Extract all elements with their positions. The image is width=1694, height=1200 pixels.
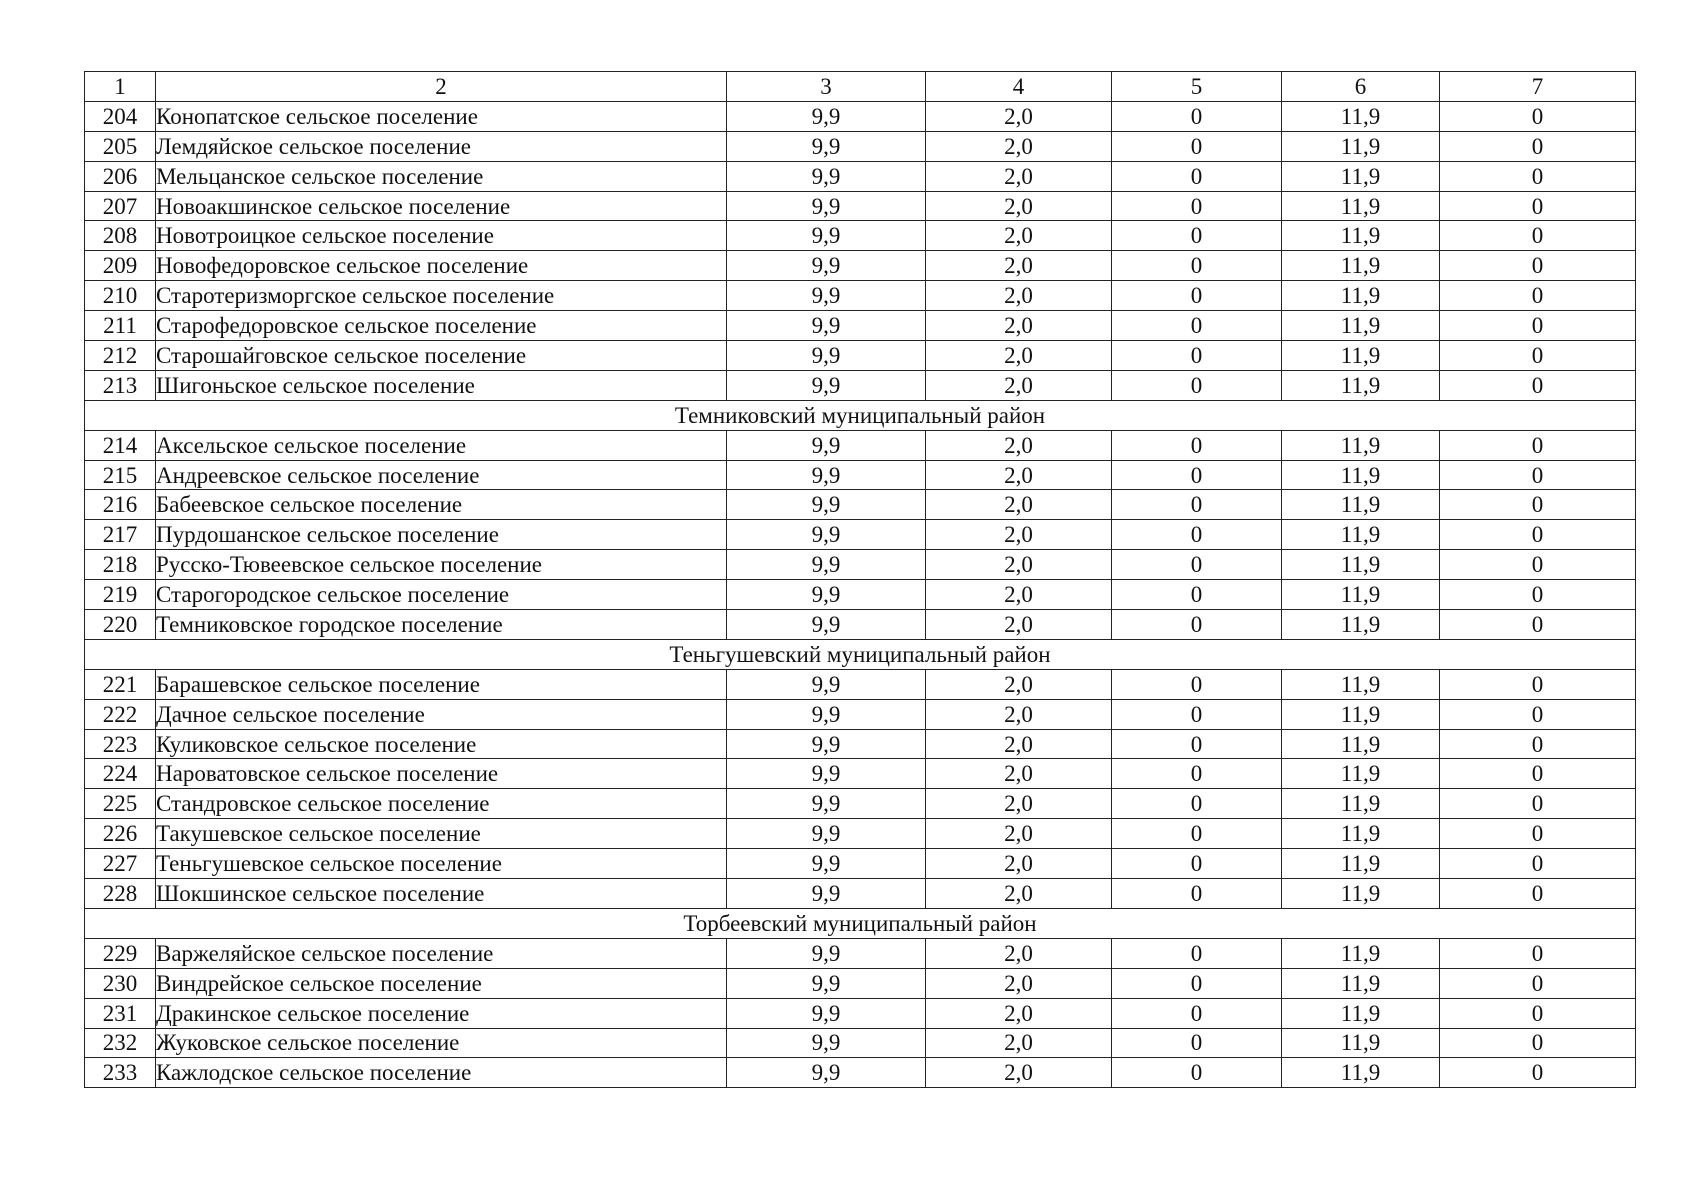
- col-7-value: 0: [1440, 819, 1636, 849]
- col-5-value: 0: [1112, 759, 1282, 789]
- table-row: [85, 490, 1636, 520]
- col-5-value: 0: [1112, 131, 1282, 161]
- row-number: 208: [85, 221, 156, 251]
- table-row: [85, 131, 1636, 161]
- col-4-value: 2,0: [926, 998, 1112, 1028]
- table-row: [85, 789, 1636, 819]
- col-7-value: 0: [1440, 191, 1636, 221]
- settlement-name: Конопатское сельское поселение: [156, 101, 727, 131]
- settlement-name: Виндрейское сельское поселение: [156, 968, 727, 998]
- row-number: 224: [85, 759, 156, 789]
- col-7-value: 0: [1440, 341, 1636, 371]
- row-number: 214: [85, 430, 156, 460]
- table-row: [85, 311, 1636, 341]
- col-7-value: 0: [1440, 968, 1636, 998]
- col-6-value: 11,9: [1282, 819, 1440, 849]
- district-section-row: [85, 908, 1636, 938]
- col-3-value: 9,9: [727, 998, 926, 1028]
- district-title: Торбеевский муниципальный район: [85, 908, 1636, 938]
- col-3-value: 9,9: [727, 430, 926, 460]
- settlement-name: Бабеевское сельское поселение: [156, 490, 727, 520]
- col-5-value: 0: [1112, 699, 1282, 729]
- col-4-value: 2,0: [926, 101, 1112, 131]
- table-body: [85, 72, 1636, 1088]
- col-5-value: 0: [1112, 550, 1282, 580]
- column-header: 4: [926, 72, 1112, 102]
- col-3-value: 9,9: [727, 520, 926, 550]
- col-7-value: 0: [1440, 370, 1636, 400]
- row-number: 227: [85, 849, 156, 879]
- col-4-value: 2,0: [926, 281, 1112, 311]
- col-7-value: 0: [1440, 789, 1636, 819]
- col-5-value: 0: [1112, 311, 1282, 341]
- col-6-value: 11,9: [1282, 131, 1440, 161]
- col-6-value: 11,9: [1282, 699, 1440, 729]
- col-7-value: 0: [1440, 281, 1636, 311]
- row-number: 229: [85, 938, 156, 968]
- settlement-name: Темниковское городское поселение: [156, 610, 727, 640]
- col-5-value: 0: [1112, 968, 1282, 998]
- col-6-value: 11,9: [1282, 998, 1440, 1028]
- col-6-value: 11,9: [1282, 938, 1440, 968]
- table-row: [85, 699, 1636, 729]
- col-3-value: 9,9: [727, 1058, 926, 1088]
- col-3-value: 9,9: [727, 759, 926, 789]
- settlement-name: Новофедоровское сельское поселение: [156, 251, 727, 281]
- col-7-value: 0: [1440, 1058, 1636, 1088]
- col-3-value: 9,9: [727, 221, 926, 251]
- col-3-value: 9,9: [727, 789, 926, 819]
- table-row: [85, 161, 1636, 191]
- row-number: 219: [85, 580, 156, 610]
- settlement-name: Мельцанское сельское поселение: [156, 161, 727, 191]
- col-4-value: 2,0: [926, 520, 1112, 550]
- col-6-value: 11,9: [1282, 191, 1440, 221]
- col-3-value: 9,9: [727, 311, 926, 341]
- col-3-value: 9,9: [727, 968, 926, 998]
- row-number: 213: [85, 370, 156, 400]
- col-7-value: 0: [1440, 580, 1636, 610]
- table-row: [85, 101, 1636, 131]
- row-number: 230: [85, 968, 156, 998]
- col-4-value: 2,0: [926, 341, 1112, 371]
- col-3-value: 9,9: [727, 101, 926, 131]
- col-5-value: 0: [1112, 341, 1282, 371]
- col-4-value: 2,0: [926, 1058, 1112, 1088]
- settlement-name: Новоакшинское сельское поселение: [156, 191, 727, 221]
- settlement-name: Дракинское сельское поселение: [156, 998, 727, 1028]
- col-4-value: 2,0: [926, 430, 1112, 460]
- row-number: 210: [85, 281, 156, 311]
- row-number: 228: [85, 879, 156, 909]
- col-3-value: 9,9: [727, 938, 926, 968]
- col-3-value: 9,9: [727, 550, 926, 580]
- col-7-value: 0: [1440, 161, 1636, 191]
- column-header: 6: [1282, 72, 1440, 102]
- col-6-value: 11,9: [1282, 1028, 1440, 1058]
- col-6-value: 11,9: [1282, 430, 1440, 460]
- col-7-value: 0: [1440, 879, 1636, 909]
- table-row: [85, 879, 1636, 909]
- col-5-value: 0: [1112, 161, 1282, 191]
- row-number: 204: [85, 101, 156, 131]
- col-5-value: 0: [1112, 251, 1282, 281]
- col-6-value: 11,9: [1282, 610, 1440, 640]
- table-row: [85, 1028, 1636, 1058]
- col-6-value: 11,9: [1282, 879, 1440, 909]
- col-6-value: 11,9: [1282, 729, 1440, 759]
- col-5-value: 0: [1112, 580, 1282, 610]
- row-number: 205: [85, 131, 156, 161]
- col-3-value: 9,9: [727, 819, 926, 849]
- col-6-value: 11,9: [1282, 281, 1440, 311]
- settlement-name: Стандровское сельское поселение: [156, 789, 727, 819]
- col-4-value: 2,0: [926, 938, 1112, 968]
- col-5-value: 0: [1112, 430, 1282, 460]
- column-header: 2: [156, 72, 727, 102]
- col-6-value: 11,9: [1282, 101, 1440, 131]
- row-number: 215: [85, 460, 156, 490]
- settlement-name: Жуковское сельское поселение: [156, 1028, 727, 1058]
- col-3-value: 9,9: [727, 849, 926, 879]
- col-3-value: 9,9: [727, 341, 926, 371]
- col-4-value: 2,0: [926, 221, 1112, 251]
- col-4-value: 2,0: [926, 251, 1112, 281]
- col-3-value: 9,9: [727, 131, 926, 161]
- col-3-value: 9,9: [727, 191, 926, 221]
- table-row: [85, 849, 1636, 879]
- col-7-value: 0: [1440, 520, 1636, 550]
- row-number: 206: [85, 161, 156, 191]
- table-row: [85, 1058, 1636, 1088]
- table-row: [85, 580, 1636, 610]
- column-header: 3: [727, 72, 926, 102]
- col-7-value: 0: [1440, 251, 1636, 281]
- col-6-value: 11,9: [1282, 341, 1440, 371]
- col-3-value: 9,9: [727, 729, 926, 759]
- col-6-value: 11,9: [1282, 968, 1440, 998]
- table-row: [85, 370, 1636, 400]
- settlement-name: Дачное сельское поселение: [156, 699, 727, 729]
- col-3-value: 9,9: [727, 490, 926, 520]
- district-title: Темниковский муниципальный район: [85, 400, 1636, 430]
- col-3-value: 9,9: [727, 669, 926, 699]
- col-6-value: 11,9: [1282, 460, 1440, 490]
- col-7-value: 0: [1440, 101, 1636, 131]
- col-3-value: 9,9: [727, 879, 926, 909]
- col-6-value: 11,9: [1282, 789, 1440, 819]
- col-4-value: 2,0: [926, 460, 1112, 490]
- col-7-value: 0: [1440, 490, 1636, 520]
- col-5-value: 0: [1112, 370, 1282, 400]
- col-6-value: 11,9: [1282, 520, 1440, 550]
- col-4-value: 2,0: [926, 968, 1112, 998]
- row-number: 212: [85, 341, 156, 371]
- row-number: 226: [85, 819, 156, 849]
- settlement-name: Варжеляйское сельское поселение: [156, 938, 727, 968]
- settlement-name: Теньгушевское сельское поселение: [156, 849, 727, 879]
- col-5-value: 0: [1112, 938, 1282, 968]
- table-row: [85, 938, 1636, 968]
- settlement-name: Барашевское сельское поселение: [156, 669, 727, 699]
- col-6-value: 11,9: [1282, 251, 1440, 281]
- table-row: [85, 550, 1636, 580]
- col-5-value: 0: [1112, 610, 1282, 640]
- col-7-value: 0: [1440, 938, 1636, 968]
- table-row: [85, 341, 1636, 371]
- table-header-row: [85, 72, 1636, 102]
- col-5-value: 0: [1112, 101, 1282, 131]
- col-5-value: 0: [1112, 729, 1282, 759]
- col-4-value: 2,0: [926, 191, 1112, 221]
- col-5-value: 0: [1112, 520, 1282, 550]
- col-6-value: 11,9: [1282, 669, 1440, 699]
- row-number: 207: [85, 191, 156, 221]
- col-3-value: 9,9: [727, 1028, 926, 1058]
- table-row: [85, 759, 1636, 789]
- settlement-name: Старофедоровское сельское поселение: [156, 311, 727, 341]
- col-5-value: 0: [1112, 191, 1282, 221]
- row-number: 232: [85, 1028, 156, 1058]
- col-3-value: 9,9: [727, 281, 926, 311]
- col-6-value: 11,9: [1282, 550, 1440, 580]
- col-5-value: 0: [1112, 281, 1282, 311]
- col-4-value: 2,0: [926, 610, 1112, 640]
- settlement-name: Шигоньское сельское поселение: [156, 370, 727, 400]
- settlement-name: Кажлодское сельское поселение: [156, 1058, 727, 1088]
- col-5-value: 0: [1112, 879, 1282, 909]
- col-6-value: 11,9: [1282, 161, 1440, 191]
- row-number: 218: [85, 550, 156, 580]
- row-number: 222: [85, 699, 156, 729]
- col-7-value: 0: [1440, 131, 1636, 161]
- table-row: [85, 669, 1636, 699]
- col-4-value: 2,0: [926, 1028, 1112, 1058]
- col-4-value: 2,0: [926, 161, 1112, 191]
- col-6-value: 11,9: [1282, 580, 1440, 610]
- col-5-value: 0: [1112, 849, 1282, 879]
- col-7-value: 0: [1440, 430, 1636, 460]
- row-number: 220: [85, 610, 156, 640]
- col-5-value: 0: [1112, 819, 1282, 849]
- col-5-value: 0: [1112, 789, 1282, 819]
- col-4-value: 2,0: [926, 131, 1112, 161]
- district-section-row: [85, 400, 1636, 430]
- col-7-value: 0: [1440, 311, 1636, 341]
- table-row: [85, 610, 1636, 640]
- col-6-value: 11,9: [1282, 490, 1440, 520]
- row-number: 223: [85, 729, 156, 759]
- col-3-value: 9,9: [727, 699, 926, 729]
- col-4-value: 2,0: [926, 819, 1112, 849]
- col-6-value: 11,9: [1282, 311, 1440, 341]
- table-row: [85, 998, 1636, 1028]
- col-6-value: 11,9: [1282, 849, 1440, 879]
- col-5-value: 0: [1112, 460, 1282, 490]
- row-number: 225: [85, 789, 156, 819]
- table-row: [85, 191, 1636, 221]
- settlement-name: Андреевское сельское поселение: [156, 460, 727, 490]
- table-row: [85, 221, 1636, 251]
- table-row: [85, 968, 1636, 998]
- col-5-value: 0: [1112, 1058, 1282, 1088]
- row-number: 216: [85, 490, 156, 520]
- district-section-row: [85, 639, 1636, 669]
- table-row: [85, 251, 1636, 281]
- col-4-value: 2,0: [926, 311, 1112, 341]
- col-3-value: 9,9: [727, 370, 926, 400]
- settlement-name: Такушевское сельское поселение: [156, 819, 727, 849]
- col-3-value: 9,9: [727, 161, 926, 191]
- col-7-value: 0: [1440, 610, 1636, 640]
- col-7-value: 0: [1440, 729, 1636, 759]
- district-title: Теньгушевский муниципальный район: [85, 639, 1636, 669]
- row-number: 221: [85, 669, 156, 699]
- col-7-value: 0: [1440, 699, 1636, 729]
- table-row: [85, 729, 1636, 759]
- row-number: 231: [85, 998, 156, 1028]
- table-row: [85, 520, 1636, 550]
- col-3-value: 9,9: [727, 610, 926, 640]
- col-7-value: 0: [1440, 221, 1636, 251]
- col-7-value: 0: [1440, 759, 1636, 789]
- col-7-value: 0: [1440, 1028, 1636, 1058]
- settlement-name: Русско-Тювеевское сельское поселение: [156, 550, 727, 580]
- row-number: 211: [85, 311, 156, 341]
- table-row: [85, 281, 1636, 311]
- col-6-value: 11,9: [1282, 221, 1440, 251]
- col-7-value: 0: [1440, 998, 1636, 1028]
- col-4-value: 2,0: [926, 580, 1112, 610]
- settlement-name: Аксельское сельское поселение: [156, 430, 727, 460]
- data-table: [84, 71, 1636, 1088]
- table-row: [85, 430, 1636, 460]
- column-header: 5: [1112, 72, 1282, 102]
- settlement-name: Старотеризморгское сельское поселение: [156, 281, 727, 311]
- col-4-value: 2,0: [926, 550, 1112, 580]
- settlement-name: Лемдяйское сельское поселение: [156, 131, 727, 161]
- column-header: 7: [1440, 72, 1636, 102]
- settlement-name: Нароватовское сельское поселение: [156, 759, 727, 789]
- settlement-name: Старошайговское сельское поселение: [156, 341, 727, 371]
- col-6-value: 11,9: [1282, 759, 1440, 789]
- col-4-value: 2,0: [926, 759, 1112, 789]
- col-4-value: 2,0: [926, 879, 1112, 909]
- settlement-name: Куликовское сельское поселение: [156, 729, 727, 759]
- col-5-value: 0: [1112, 669, 1282, 699]
- col-4-value: 2,0: [926, 789, 1112, 819]
- col-3-value: 9,9: [727, 251, 926, 281]
- col-7-value: 0: [1440, 550, 1636, 580]
- row-number: 217: [85, 520, 156, 550]
- col-6-value: 11,9: [1282, 1058, 1440, 1088]
- settlement-name: Новотроицкое сельское поселение: [156, 221, 727, 251]
- col-5-value: 0: [1112, 1028, 1282, 1058]
- col-3-value: 9,9: [727, 580, 926, 610]
- col-4-value: 2,0: [926, 699, 1112, 729]
- col-5-value: 0: [1112, 490, 1282, 520]
- col-7-value: 0: [1440, 849, 1636, 879]
- col-4-value: 2,0: [926, 490, 1112, 520]
- settlement-name: Старогородское сельское поселение: [156, 580, 727, 610]
- col-5-value: 0: [1112, 221, 1282, 251]
- col-3-value: 9,9: [727, 460, 926, 490]
- col-7-value: 0: [1440, 460, 1636, 490]
- table-row: [85, 460, 1636, 490]
- settlement-name: Шокшинское сельское поселение: [156, 879, 727, 909]
- col-4-value: 2,0: [926, 849, 1112, 879]
- row-number: 233: [85, 1058, 156, 1088]
- col-6-value: 11,9: [1282, 370, 1440, 400]
- column-header: 1: [85, 72, 156, 102]
- col-5-value: 0: [1112, 998, 1282, 1028]
- col-4-value: 2,0: [926, 669, 1112, 699]
- table-row: [85, 819, 1636, 849]
- col-7-value: 0: [1440, 669, 1636, 699]
- settlement-name: Пурдошанское сельское поселение: [156, 520, 727, 550]
- row-number: 209: [85, 251, 156, 281]
- col-4-value: 2,0: [926, 370, 1112, 400]
- col-4-value: 2,0: [926, 729, 1112, 759]
